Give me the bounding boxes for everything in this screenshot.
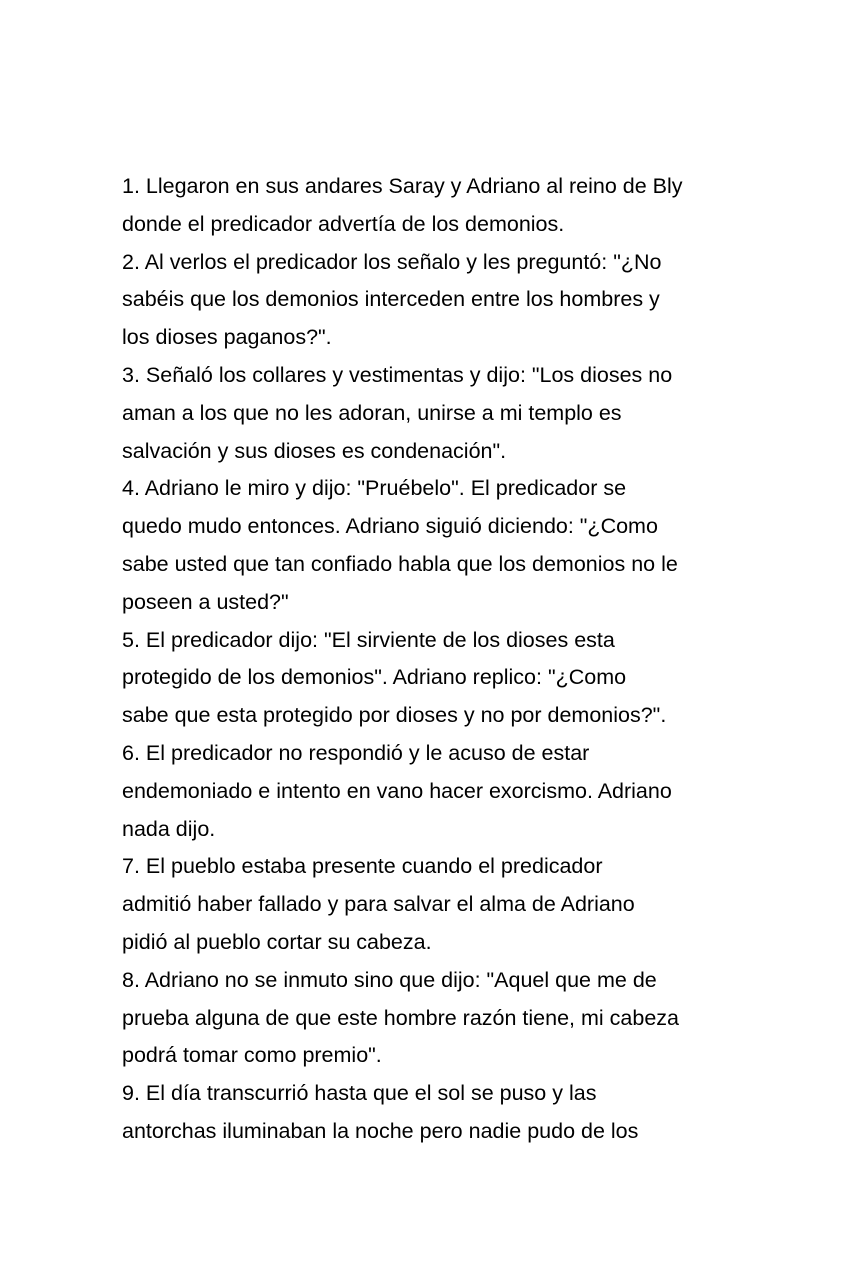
verse-7 — [122, 848, 762, 961]
text-line: salvación y sus dioses es condenación". — [122, 438, 507, 463]
text-line: antorchas iluminaban la noche pero nadie pudo de los — [122, 1118, 639, 1143]
text-line: 6. El predicador no respondió y le acuso de estar — [122, 740, 590, 765]
text-line: poseen a usted?" — [122, 589, 289, 614]
text-line: podrá tomar como premio". — [122, 1043, 382, 1068]
document-body — [122, 168, 762, 1151]
text-line: 5. El predicador dijo: "El sirviente de los dioses esta — [122, 627, 615, 652]
text-line: los dioses paganos?". — [122, 325, 332, 350]
text-line: nada dijo. — [122, 816, 216, 841]
text-line: pidió al pueblo cortar su cabeza. — [122, 929, 432, 954]
text-line: quedo mudo entonces. Adriano siguió diciendo: "¿Como — [122, 514, 658, 539]
text-line: prueba alguna de que este hombre razón tiene, mi cabeza — [122, 1005, 679, 1030]
text-line: sabe usted que tan confiado habla que los demonios no le — [122, 551, 678, 576]
text-line: 3. Señaló los collares y vestimentas y dijo: "Los dioses no — [122, 362, 673, 387]
text-line: admitió haber fallado y para salvar el alma de Adriano — [122, 892, 635, 917]
text-line: 7. El pueblo estaba presente cuando el predicador — [122, 854, 603, 879]
verse-1 — [122, 168, 762, 244]
verse-4 — [122, 470, 762, 621]
text-line: 8. Adriano no se inmuto sino que dijo: "Aquel que me de — [122, 967, 657, 992]
text-line: protegido de los demonios". Adriano replico: "¿Como — [122, 665, 627, 690]
verse-3 — [122, 357, 762, 470]
text-line: 4. Adriano le miro y dijo: "Pruébelo". El predicador se — [122, 476, 627, 501]
text-line: endemoniado e intento en vano hacer exorcismo. Adriano — [122, 778, 672, 803]
verse-9 — [122, 1075, 762, 1151]
text-line: sabe que esta protegido por dioses y no por demonios?". — [122, 703, 667, 728]
verse-8 — [122, 962, 762, 1075]
verse-6 — [122, 735, 762, 848]
text-line: 9. El día transcurrió hasta que el sol se puso y las — [122, 1081, 597, 1106]
text-line: donde el predicador advertía de los demonios. — [122, 211, 565, 236]
verse-2 — [122, 244, 762, 357]
verse-5 — [122, 622, 762, 735]
text-line: 1. Llegaron en sus andares Saray y Adriano al reino de Bly — [122, 174, 683, 198]
text-line: sabéis que los demonios interceden entre los hombres y — [122, 287, 660, 312]
text-line: aman a los que no les adoran, unirse a mi templo es — [122, 400, 622, 425]
text-line: 2. Al verlos el predicador los señalo y les preguntó: "¿No — [122, 249, 662, 274]
